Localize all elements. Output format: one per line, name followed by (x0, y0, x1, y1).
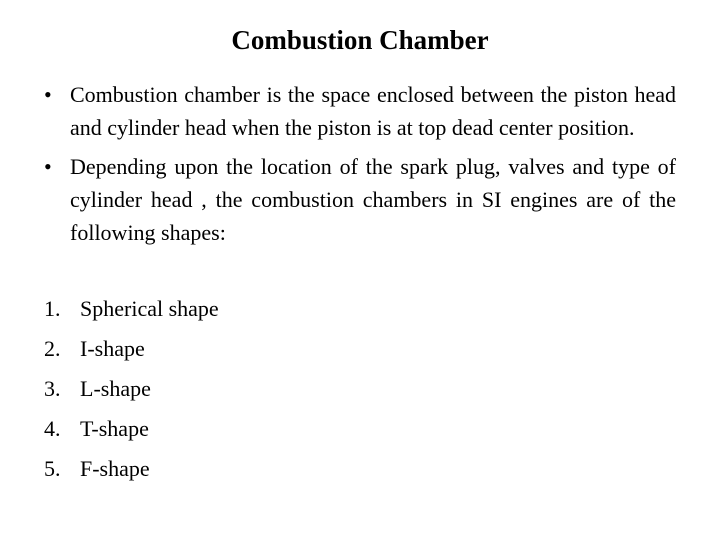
shape-number: 5. (44, 456, 61, 481)
slide-title: Combustion Chamber (231, 25, 489, 55)
bullet-text: Depending upon the location of the spark plug, valves and type of cylinder head , the combustion chambers in SI engines are of the following shapes: (70, 154, 676, 245)
shape-list-item (44, 292, 676, 332)
shape-label: Spherical shape (80, 296, 219, 321)
bullet-list (44, 78, 676, 255)
bullet-marker: • (44, 154, 52, 179)
shape-label: F-shape (80, 456, 150, 481)
shape-list (44, 292, 676, 492)
bullet-item (44, 150, 676, 249)
shape-number: 2. (44, 336, 61, 361)
shape-label: I-shape (80, 336, 145, 361)
bullet-text: Combustion chamber is the space enclosed between the piston head and cylinder head when the piston is at top dead center position. (70, 82, 676, 140)
shape-list-item (44, 452, 676, 492)
shape-number: 1. (44, 296, 61, 321)
shape-number: 4. (44, 416, 61, 441)
shape-label: L-shape (80, 376, 151, 401)
shape-list-item (44, 372, 676, 412)
shape-label: T-shape (80, 416, 149, 441)
bullet-item (44, 78, 676, 144)
shape-list-item (44, 332, 676, 372)
shape-number: 3. (44, 376, 61, 401)
bullet-marker: • (44, 82, 52, 107)
shape-list-item (44, 412, 676, 452)
